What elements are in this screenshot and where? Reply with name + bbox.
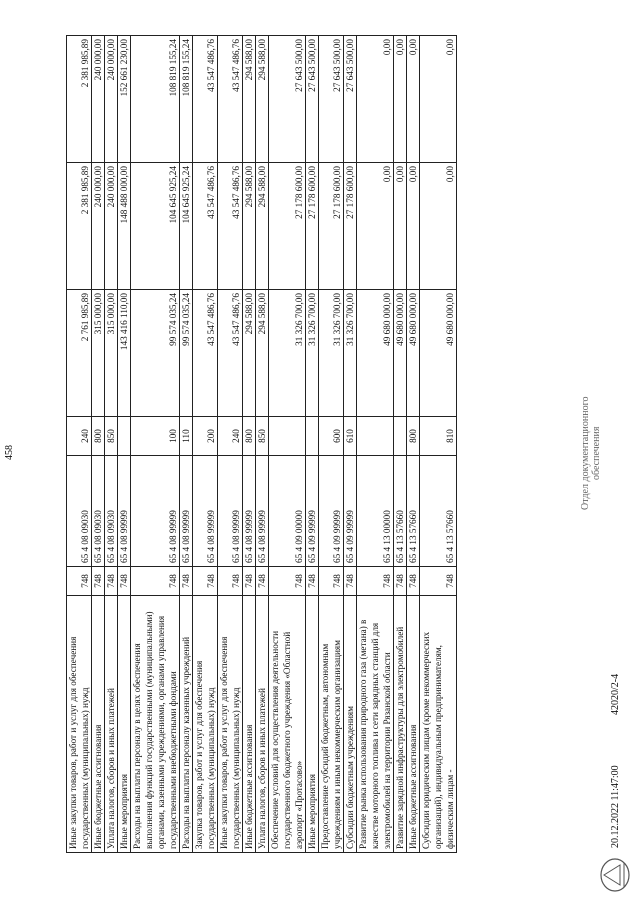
row-gr-cell: 748 xyxy=(218,567,243,596)
row-value-2025-cell: 240 000,00 xyxy=(92,36,105,163)
row-csr-cell: 65 4 13 57660 xyxy=(420,456,457,567)
budget-table xyxy=(66,35,457,853)
row-value-2025-cell: 108 819 155,24 xyxy=(180,36,193,163)
row-csr-cell: 65 4 08 99999 xyxy=(256,456,269,567)
row-name-cell: Обеспечение условий для осуществления деятельности государственного бюджетного учреждения «Областной аэропорт «Протасово» xyxy=(269,596,306,853)
row-gr-cell: 748 xyxy=(420,567,457,596)
row-value-2023-cell: 143 416 110,00 xyxy=(118,290,131,417)
row-vr-cell: 200 xyxy=(193,417,218,456)
table-row xyxy=(193,36,218,853)
row-vr-cell: 600 xyxy=(319,417,344,456)
row-vr-cell xyxy=(394,417,407,456)
row-gr-cell: 748 xyxy=(131,567,180,596)
table-row xyxy=(180,36,193,853)
row-value-2023-cell: 31 326 700,00 xyxy=(344,290,357,417)
row-value-2024-cell: 0,00 xyxy=(407,163,420,290)
row-value-2024-cell: 104 645 925,24 xyxy=(131,163,180,290)
footer-datetime: 20.12.2022 11:47:00 xyxy=(610,765,621,848)
row-vr-cell: 800 xyxy=(407,417,420,456)
table-row xyxy=(131,36,180,853)
row-gr-cell: 748 xyxy=(67,567,92,596)
row-vr-cell xyxy=(118,417,131,456)
row-gr-cell: 748 xyxy=(180,567,193,596)
row-gr-cell: 748 xyxy=(118,567,131,596)
row-name-cell: Субсидии бюджетным учреждениям xyxy=(344,596,357,853)
row-name-cell: Субсидии юридическим лицам (кроме некоммерческих организаций), индивидуальным предпринимателям, физическим лицам - xyxy=(420,596,457,853)
row-value-2025-cell: 0,00 xyxy=(394,36,407,163)
row-csr-cell: 65 4 13 57660 xyxy=(407,456,420,567)
table-row xyxy=(344,36,357,853)
row-vr-cell: 610 xyxy=(344,417,357,456)
row-vr-cell: 800 xyxy=(92,417,105,456)
row-value-2025-cell: 27 643 500,00 xyxy=(269,36,306,163)
row-value-2023-cell: 99 574 035,24 xyxy=(180,290,193,417)
row-value-2025-cell: 43 547 486,76 xyxy=(218,36,243,163)
table-row xyxy=(256,36,269,853)
table-row xyxy=(67,36,92,853)
row-gr-cell: 748 xyxy=(344,567,357,596)
table-row xyxy=(319,36,344,853)
row-name-cell: Развитие рынка использования природного газа (метана) в качестве моторного топлива и сети зарядных станций для электромобилей на территории Рязанской области xyxy=(357,596,394,853)
row-value-2023-cell: 43 547 486,76 xyxy=(193,290,218,417)
row-gr-cell: 748 xyxy=(256,567,269,596)
row-gr-cell: 748 xyxy=(306,567,319,596)
row-name-cell: Иные мероприятия xyxy=(118,596,131,853)
row-value-2024-cell: 294 588,00 xyxy=(256,163,269,290)
table-row xyxy=(105,36,118,853)
row-csr-cell: 65 4 09 00000 xyxy=(269,456,306,567)
table-row xyxy=(269,36,306,853)
row-value-2023-cell: 99 574 035,24 xyxy=(131,290,180,417)
row-value-2024-cell: 294 588,00 xyxy=(243,163,256,290)
row-vr-cell: 240 xyxy=(218,417,243,456)
table-row xyxy=(92,36,105,853)
row-vr-cell xyxy=(357,417,394,456)
row-value-2024-cell: 2 381 985,89 xyxy=(67,163,92,290)
row-csr-cell: 65 4 09 99999 xyxy=(319,456,344,567)
row-name-cell: Иные закупки товаров, работ и услуг для обеспечения государственных (муниципальных) нужд xyxy=(67,596,92,853)
row-csr-cell: 65 4 08 99999 xyxy=(243,456,256,567)
table-row xyxy=(118,36,131,853)
row-name-cell: Иные закупки товаров, работ и услуг для обеспечения государственных (муниципальных) нужд xyxy=(218,596,243,853)
row-name-cell: Иные бюджетные ассигнования xyxy=(243,596,256,853)
row-csr-cell: 65 4 08 99999 xyxy=(218,456,243,567)
row-gr-cell: 748 xyxy=(269,567,306,596)
row-name-cell: Расходы на выплаты персоналу в целях обеспечения выполнения функций государственными (муниципальными) органами, казенными учреждениями, органами управления государственными внебюджетными фондами xyxy=(131,596,180,853)
row-value-2024-cell: 27 178 600,00 xyxy=(269,163,306,290)
row-value-2024-cell: 148 488 000,00 xyxy=(118,163,131,290)
row-value-2025-cell: 152 661 230,00 xyxy=(118,36,131,163)
row-value-2025-cell: 0,00 xyxy=(357,36,394,163)
table-row xyxy=(420,36,457,853)
department-stamp xyxy=(580,397,602,510)
row-vr-cell: 100 xyxy=(131,417,180,456)
row-value-2025-cell: 108 819 155,24 xyxy=(131,36,180,163)
row-vr-cell: 810 xyxy=(420,417,457,456)
row-value-2023-cell: 49 680 000,00 xyxy=(420,290,457,417)
table-row xyxy=(243,36,256,853)
table-row xyxy=(407,36,420,853)
row-csr-cell: 65 4 08 09030 xyxy=(105,456,118,567)
row-csr-cell: 65 4 13 00000 xyxy=(357,456,394,567)
row-gr-cell: 748 xyxy=(243,567,256,596)
row-name-cell: Развитие зарядной инфраструктуры для электромобилей xyxy=(394,596,407,853)
row-value-2024-cell: 0,00 xyxy=(420,163,457,290)
page-number: 458 xyxy=(4,445,15,460)
row-value-2024-cell: 240 000,00 xyxy=(92,163,105,290)
row-value-2025-cell: 294 588,00 xyxy=(256,36,269,163)
row-vr-cell xyxy=(269,417,306,456)
row-gr-cell: 748 xyxy=(193,567,218,596)
row-value-2024-cell: 240 000,00 xyxy=(105,163,118,290)
row-csr-cell: 65 4 08 99999 xyxy=(193,456,218,567)
row-value-2024-cell: 27 178 600,00 xyxy=(319,163,344,290)
row-name-cell: Иные бюджетные ассигнования xyxy=(407,596,420,853)
table-row xyxy=(357,36,394,853)
row-vr-cell: 850 xyxy=(256,417,269,456)
row-value-2023-cell: 315 000,00 xyxy=(92,290,105,417)
row-csr-cell: 65 4 13 57660 xyxy=(394,456,407,567)
row-value-2023-cell: 294 588,00 xyxy=(243,290,256,417)
row-csr-cell: 65 4 09 99999 xyxy=(344,456,357,567)
row-value-2023-cell: 31 326 700,00 xyxy=(269,290,306,417)
row-gr-cell: 748 xyxy=(407,567,420,596)
row-value-2024-cell: 27 178 600,00 xyxy=(306,163,319,290)
row-vr-cell: 800 xyxy=(243,417,256,456)
row-value-2025-cell: 43 547 486,76 xyxy=(193,36,218,163)
coat-of-arms-icon xyxy=(598,855,632,895)
row-value-2024-cell: 0,00 xyxy=(357,163,394,290)
row-value-2025-cell: 0,00 xyxy=(407,36,420,163)
row-value-2023-cell: 31 326 700,00 xyxy=(319,290,344,417)
row-csr-cell: 65 4 09 99999 xyxy=(306,456,319,567)
table-row xyxy=(306,36,319,853)
row-value-2025-cell: 27 643 500,00 xyxy=(319,36,344,163)
row-gr-cell: 748 xyxy=(394,567,407,596)
row-name-cell: Иные мероприятия xyxy=(306,596,319,853)
row-value-2024-cell: 0,00 xyxy=(394,163,407,290)
row-value-2023-cell: 31 326 700,00 xyxy=(306,290,319,417)
row-value-2025-cell: 0,00 xyxy=(420,36,457,163)
row-value-2025-cell: 240 000,00 xyxy=(105,36,118,163)
row-name-cell: Расходы на выплаты персоналу казенных учреждений xyxy=(180,596,193,853)
row-value-2023-cell: 49 680 000,00 xyxy=(407,290,420,417)
row-vr-cell: 110 xyxy=(180,417,193,456)
row-name-cell: Уплата налогов, сборов и иных платежей xyxy=(105,596,118,853)
row-csr-cell: 65 4 08 99999 xyxy=(131,456,180,567)
row-vr-cell: 850 xyxy=(105,417,118,456)
row-csr-cell: 65 4 08 09030 xyxy=(67,456,92,567)
row-value-2023-cell: 2 761 985,89 xyxy=(67,290,92,417)
stamp-line-1: Отдел документационного xyxy=(580,396,591,510)
row-value-2025-cell: 2 381 985,89 xyxy=(67,36,92,163)
row-vr-cell xyxy=(306,417,319,456)
row-value-2024-cell: 104 645 925,24 xyxy=(180,163,193,290)
row-value-2024-cell: 43 547 486,76 xyxy=(218,163,243,290)
row-name-cell: Предоставление субсидий бюджетным, автономным учреждениям и иным некоммерческим организациям xyxy=(319,596,344,853)
row-gr-cell: 748 xyxy=(92,567,105,596)
row-name-cell: Закупка товаров, работ и услуг для обеспечения государственных (муниципальных) нужд xyxy=(193,596,218,853)
footer-code: 42020/2-4 xyxy=(610,673,621,715)
row-gr-cell: 748 xyxy=(105,567,118,596)
row-value-2025-cell: 27 643 500,00 xyxy=(306,36,319,163)
row-value-2025-cell: 294 588,00 xyxy=(243,36,256,163)
stamp-line-2: обеспечения xyxy=(591,426,602,480)
row-gr-cell: 748 xyxy=(319,567,344,596)
row-value-2023-cell: 315 000,00 xyxy=(105,290,118,417)
row-gr-cell: 748 xyxy=(357,567,394,596)
row-vr-cell: 240 xyxy=(67,417,92,456)
row-name-cell: Уплата налогов, сборов и иных платежей xyxy=(256,596,269,853)
row-value-2023-cell: 294 588,00 xyxy=(256,290,269,417)
row-value-2023-cell: 49 680 000,00 xyxy=(357,290,394,417)
row-value-2024-cell: 43 547 486,76 xyxy=(193,163,218,290)
row-csr-cell: 65 4 08 09030 xyxy=(92,456,105,567)
row-csr-cell: 65 4 08 99999 xyxy=(180,456,193,567)
table-row xyxy=(394,36,407,853)
row-value-2023-cell: 49 680 000,00 xyxy=(394,290,407,417)
row-name-cell: Иные бюджетные ассигнования xyxy=(92,596,105,853)
row-value-2023-cell: 43 547 486,76 xyxy=(218,290,243,417)
row-csr-cell: 65 4 08 99999 xyxy=(118,456,131,567)
row-value-2024-cell: 27 178 600,00 xyxy=(344,163,357,290)
table-row xyxy=(218,36,243,853)
row-value-2025-cell: 27 643 500,00 xyxy=(344,36,357,163)
